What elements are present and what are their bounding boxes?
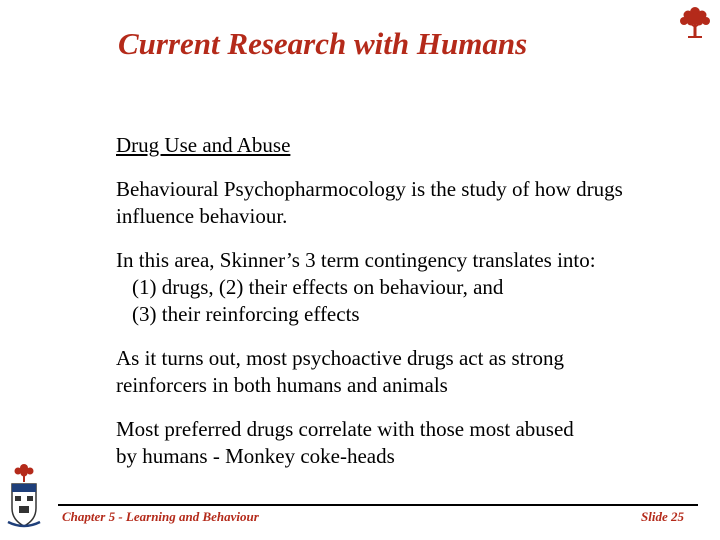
paragraph-definition [116,176,706,230]
text-line: In this area, Skinner’s 3 term contingency translates into: [116,248,596,272]
tree-logo-icon [678,4,712,40]
slide-body [116,132,706,487]
text-line: As it turns out, most psychoactive drugs act as strong [116,346,564,370]
text-line-indented: (3) their reinforcing effects [132,302,360,326]
text-line-indented: (1) drugs, (2) their effects on behaviour, and [132,275,504,299]
footer-chapter: Chapter 5 - Learning and Behaviour [62,509,259,524]
paragraph-contingency [116,247,706,328]
text-line: Behavioural Psychopharmocology is the study of how drugs [116,177,623,201]
text-line: influence behaviour. [116,204,288,228]
paragraph-reinforcers [116,345,706,399]
slide-title: Current Research with Humans [118,26,528,61]
paragraph-preferred-drugs [116,416,706,470]
university-crest-icon [4,462,44,530]
text-line: reinforcers in both humans and animals [116,373,448,397]
footer-slide-number: Slide 25 [641,509,684,524]
text-line: by humans - Monkey coke-heads [116,444,395,468]
footer-divider [58,504,698,506]
text-line: Most preferred drugs correlate with those most abused [116,417,574,441]
section-heading: Drug Use and Abuse [116,133,291,157]
